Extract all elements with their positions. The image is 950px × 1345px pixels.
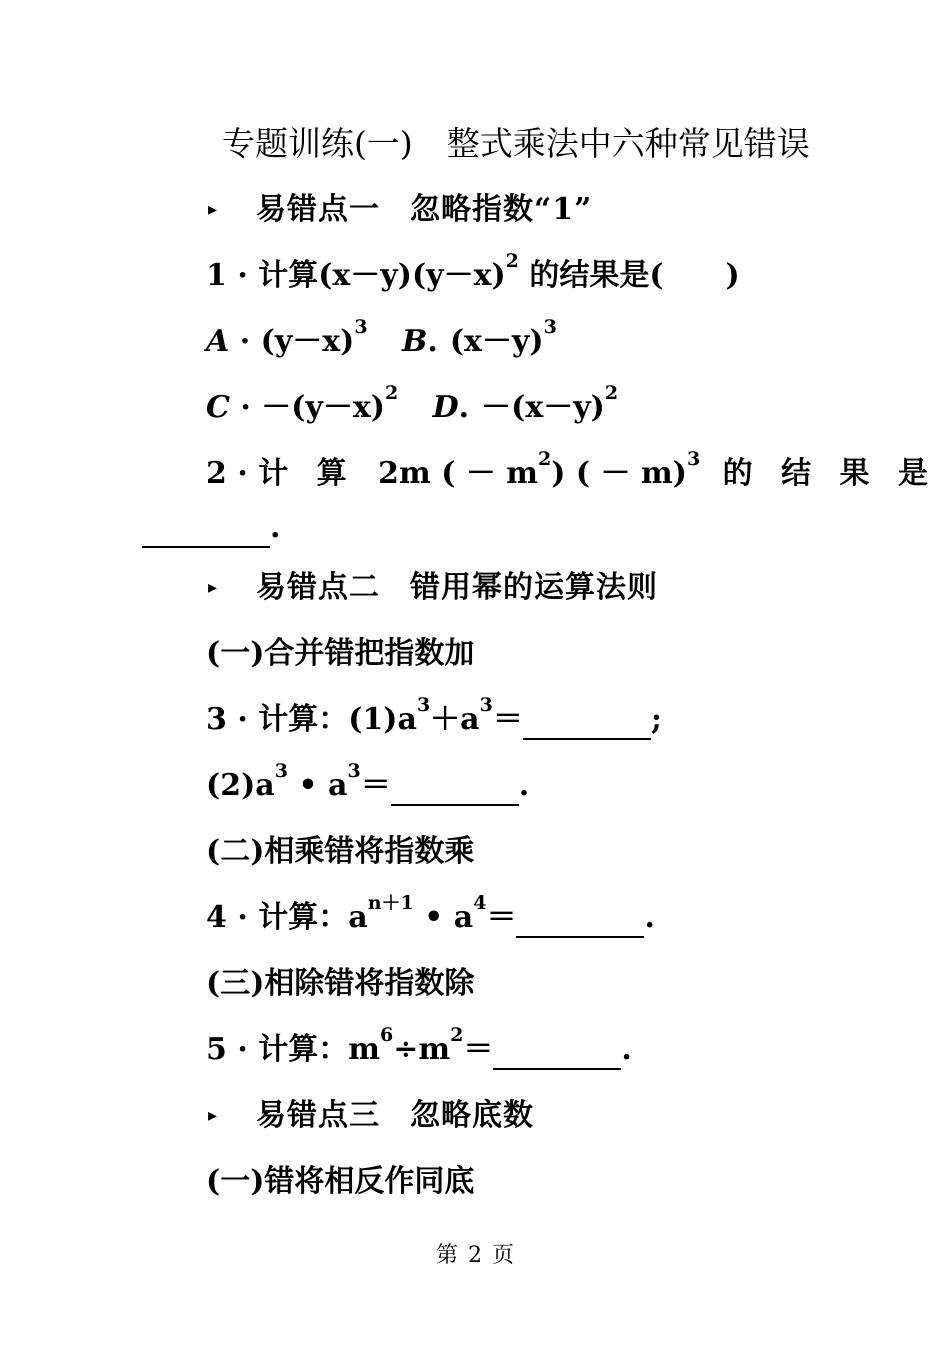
dot: · <box>237 258 248 293</box>
dot: · <box>237 702 248 737</box>
expression: ＋a <box>430 702 480 737</box>
option-d-label: D <box>432 390 459 425</box>
period: . <box>270 510 281 545</box>
page-number: 2 <box>468 1243 482 1268</box>
section-label: 易错点二 <box>256 570 380 605</box>
expression: ) ( － m) <box>551 456 687 491</box>
question-number: 2 <box>206 456 227 491</box>
question-1 <box>206 250 740 296</box>
section-topic: 错用幂的运算法则 <box>410 570 658 605</box>
title-part1: 专题训练(一) <box>222 124 413 163</box>
expression: • a <box>413 900 474 935</box>
option-b: (x－y) <box>449 324 544 359</box>
dot: · <box>237 456 248 491</box>
option-b-label: B <box>402 324 428 359</box>
question-stem: 计算：(1)a <box>258 702 417 737</box>
title-part2: 整式乘法中六种常见错误 <box>446 124 810 163</box>
dot: · <box>239 324 251 359</box>
option-a-label: A <box>206 324 230 359</box>
section-marker-icon: ▸ <box>208 577 218 598</box>
expression: • a <box>287 768 348 803</box>
close-paren: ) <box>725 258 740 293</box>
section-topic: 忽略指数“1” <box>410 192 593 227</box>
exponent: 4 <box>473 892 487 914</box>
option-c-label: C <box>206 390 230 425</box>
equals: ＝ <box>463 1032 494 1067</box>
question-number: 1 <box>206 258 227 293</box>
equals: ＝ <box>486 900 517 935</box>
question-5 <box>206 1024 632 1070</box>
exponent: 3 <box>354 316 368 338</box>
exponent: 2 <box>604 382 619 404</box>
answer-blank[interactable] <box>493 1036 621 1070</box>
answer-blank[interactable] <box>142 514 270 548</box>
exponent: 3 <box>347 760 361 782</box>
exponent: 6 <box>379 1024 394 1046</box>
subheading-3a: (一)错将相反作同底 <box>206 1164 475 1199</box>
section-topic: 忽略底数 <box>410 1098 534 1133</box>
exponent: 2 <box>538 448 552 470</box>
section-label: 易错点一 <box>256 192 380 227</box>
options-cd: $C \cdot -(y-x)^2$ D. $-(x-y)^2$ <box>206 382 619 425</box>
page-title <box>222 122 810 166</box>
equals: ＝ <box>360 768 391 803</box>
dot: · <box>237 1032 248 1067</box>
question-stem-tail: 的 结 果 是 <box>722 456 937 491</box>
exponent: 3 <box>416 694 431 716</box>
dot: · <box>240 390 251 425</box>
page-footer <box>0 1238 950 1269</box>
period: . <box>518 768 530 803</box>
exponent: 3 <box>543 316 557 338</box>
section-marker-icon: ▸ <box>208 1105 218 1126</box>
subheading-2b: (二)相乘错将指数乘 <box>206 834 475 869</box>
expression: ÷m <box>393 1032 451 1067</box>
question-stem: (2)a <box>206 768 275 803</box>
footer-post: 页 <box>492 1243 515 1268</box>
section-marker-icon: ▸ <box>208 199 218 220</box>
subheading-2a: (一)合并错把指数加 <box>206 636 475 671</box>
exponent: 2 <box>450 1024 464 1046</box>
section-label: 易错点三 <box>256 1098 380 1133</box>
exponent: 3 <box>274 760 288 782</box>
question-4 <box>206 892 655 938</box>
options-ab: $A \cdot (y-x)^3$ B. $(x-y)^3$ <box>206 316 557 359</box>
answer-blank[interactable] <box>523 706 651 740</box>
question-3-part2 <box>206 760 530 806</box>
question-number: 3 <box>206 702 227 737</box>
question-stem-tail: 的结果是( <box>529 258 664 293</box>
footer-pre: 第 <box>435 1243 458 1268</box>
section-heading-3 <box>256 1096 534 1136</box>
option-d: －(x－y) <box>481 390 605 425</box>
question-number: 4 <box>206 900 227 935</box>
dot: · <box>237 900 248 935</box>
expression: 2m ( － m <box>378 456 539 491</box>
period: . <box>644 900 655 935</box>
semicolon: ; <box>650 702 662 737</box>
question-stem: 计算(x－y)(y－x) <box>258 258 506 293</box>
question-number: 5 <box>206 1032 227 1067</box>
question-stem: 计算：m <box>258 1032 380 1067</box>
section-heading-1 <box>256 190 592 230</box>
section-heading-2 <box>256 568 658 608</box>
question-stem: 计算：a <box>258 900 368 935</box>
answer-line-2 <box>142 508 280 548</box>
exponent: 2 <box>384 382 399 404</box>
answer-blank[interactable] <box>391 772 519 806</box>
exponent: 3 <box>479 694 493 716</box>
question-3 <box>206 694 662 740</box>
exponent: 3 <box>686 448 701 470</box>
period: . <box>621 1032 632 1067</box>
option-c: －(y－x) <box>261 390 385 425</box>
equals: ＝ <box>492 702 523 737</box>
option-a: (y－x) <box>260 324 355 359</box>
subheading-2c: (三)相除错将指数除 <box>206 966 475 1001</box>
exponent: 2 <box>505 250 519 272</box>
answer-blank[interactable] <box>516 904 644 938</box>
question-2 <box>206 448 937 494</box>
exponent: n＋1 <box>367 892 414 914</box>
question-stem: 计 算 <box>258 456 356 491</box>
